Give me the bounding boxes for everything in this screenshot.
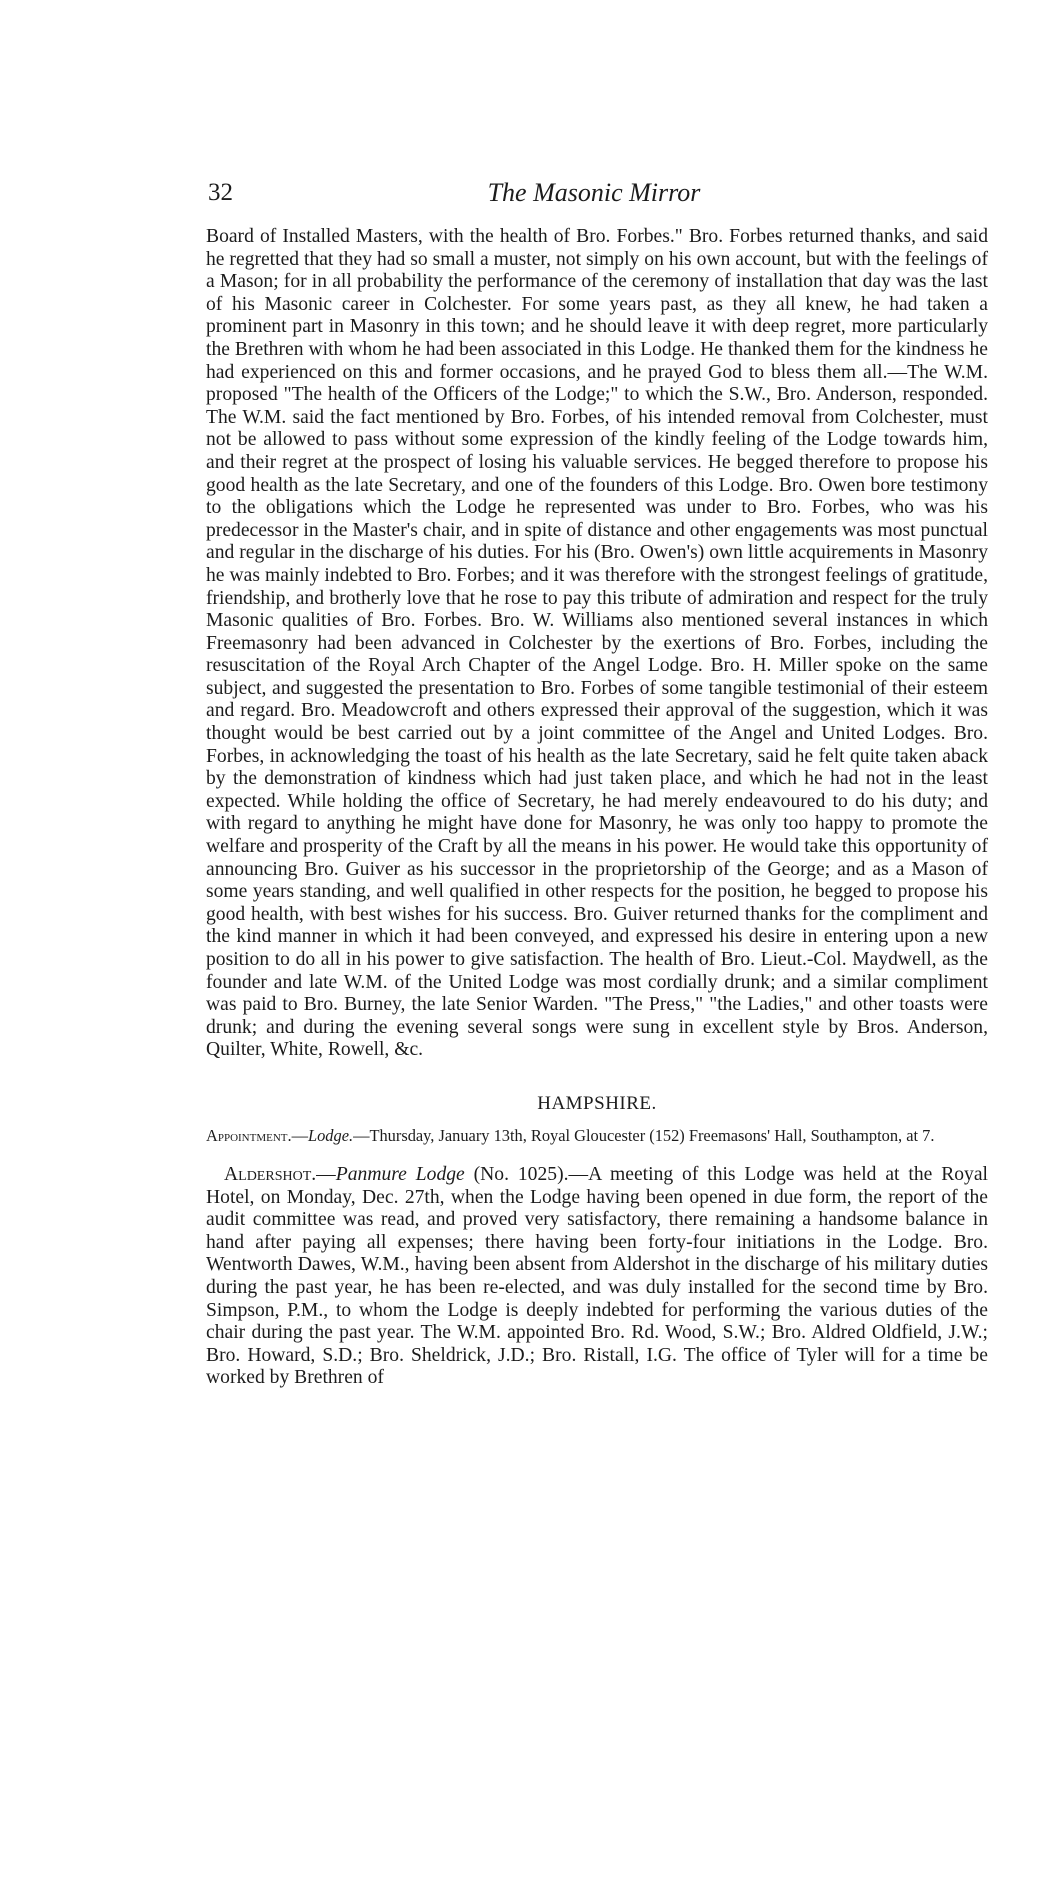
aldershot-lodge-name: Panmure Lodge	[335, 1163, 465, 1185]
colchester-report-paragraph: Board of Installed Masters, with the health of Bro. Forbes." Bro. Forbes returned thanks, and said he regretted that they had so small a muster, not simply on his own account, but with the feelings of a Mason; for in all probability the performance of the ceremony of installation that day was the last of his Masonic career in Colchester. For some years past, as they all knew, he had taken a prominent part in Masonry in this town; and he should leave it with deep regret, more particularly the Brethren with whom he had been associated in this Lodge. He thanked them for the kindness he had experienced on this and former occasions, and he prayed God to bless them all.—The W.M. proposed "The health of the Officers of the Lodge;" to which the S.W., Bro. Anderson, responded. The W.M. said the fact mentioned by Bro. Forbes, of his intended removal from Colchester, must not be allowed to pass without some expression of the kindly feeling of the Lodge towards him, and their regret at the prospect of losing his valuable services. He begged therefore to propose his good health as the late Secretary, and one of the founders of this Lodge. Bro. Owen bore testimony to the obligations which the Lodge he represented was under to Bro. Forbes, who was his predecessor in the Master's chair, and in spite of distance and other engagements was most punctual and regular in the discharge of his duties. For his (Bro. Owen's) own little acquirements in Masonry he was mainly indebted to Bro. Forbes; and it was therefore with the strongest feelings of gratitude, friendship, and brotherly love that he rose to pay this tribute of admiration and respect for the truly Masonic qualities of Bro. Forbes. Bro. W. Williams also mentioned several instances in which Freemasonry had been advanced in Colchester by the exertions of Bro. Forbes, including the resuscitation of the Royal Arch Chapter of the Angel Lodge. Bro. H. Miller spoke on the same subject, and suggested the presentation to Bro. Forbes of some tangible testimonial of their esteem and regard. Bro. Meadowcroft and others expressed their approval of the suggestion, which it was thought would be best carried out by a joint committee of the Angel and United Lodges. Bro. Forbes, in acknowledging the toast of his health as the late Secretary, said he felt quite taken aback by the demonstration of kindness which had just taken place, and which he had not in the least expected. While holding the office of Secretary, he had merely endeavoured to do his duty; and with regard to anything he might have done for Masonry, he was only too happy to promote the welfare and prosperity of the Craft by all the means in his power. He would take this opportunity of announcing Bro. Guiver as his successor in the proprietorship of the George; and as a Mason of some years standing, and well qualified in other respects for the position, he begged to propose his good health, with best wishes for his success. Bro. Guiver returned thanks for the compliment and the kind manner in which it had been conveyed, and expressed his desire in entering upon a new position to do all in his power to give satisfaction. The health of Bro. Lieut.-Col. Maydwell, as the founder and late W.M. of the United Lodge was most cordially drunk; and a similar compliment was paid to Bro. Burney, the late Senior Warden. "The Press," "the Ladies," and other toasts were drunk; and during the evening several songs were sung in excellent style by Bros. Anderson, Quilter, White, Rowell, &c.	[206, 226, 988, 1061]
appointment-label: Appointment.	[206, 1125, 292, 1145]
page-number: 32	[208, 179, 233, 206]
aldershot-report-paragraph	[206, 1164, 988, 1390]
running-head	[208, 176, 988, 210]
aldershot-label: Aldershot.	[224, 1163, 317, 1185]
section-heading-hampshire: HAMPSHIRE.	[537, 1092, 657, 1114]
appointment-notice	[206, 1126, 988, 1146]
appointment-dash: —	[291, 1125, 308, 1145]
aldershot-dash: —	[316, 1163, 336, 1185]
appointment-text: —Thursday, January 13th, Royal Gloucester (152) Freemasons' Hall, Southampton, at 7.	[353, 1125, 935, 1145]
article-column	[206, 226, 988, 1390]
appointment-lodge: Lodge.	[308, 1125, 354, 1145]
journal-title: The Masonic Mirror	[487, 178, 701, 207]
aldershot-text: (No. 1025).—A meeting of this Lodge was held at the Royal Hotel, on Monday, Dec. 27th, when the Lodge having been opened in due form, the report of the audit committee was read, and proved very satisfactory, there remaining a handsome balance in hand after paying all expenses; there having been forty-four initiations in the Lodge. Bro. Wentworth Dawes, W.M., having been absent from Aldershot in the discharge of his military duties during the past year, he has been re-elected, and was duly installed for the second time by Bro. Simpson, P.M., to whom the Lodge is deeply indebted for performing the various duties of the chair during the past year. The W.M. appointed Bro. Rd. Wood, S.W.; Bro. Aldred Oldfield, J.W.; Bro. Howard, S.D.; Bro. Sheldrick, J.D.; Bro. Ristall, I.G. The office of Tyler will for a time be worked by Brethren of	[206, 1163, 988, 1389]
